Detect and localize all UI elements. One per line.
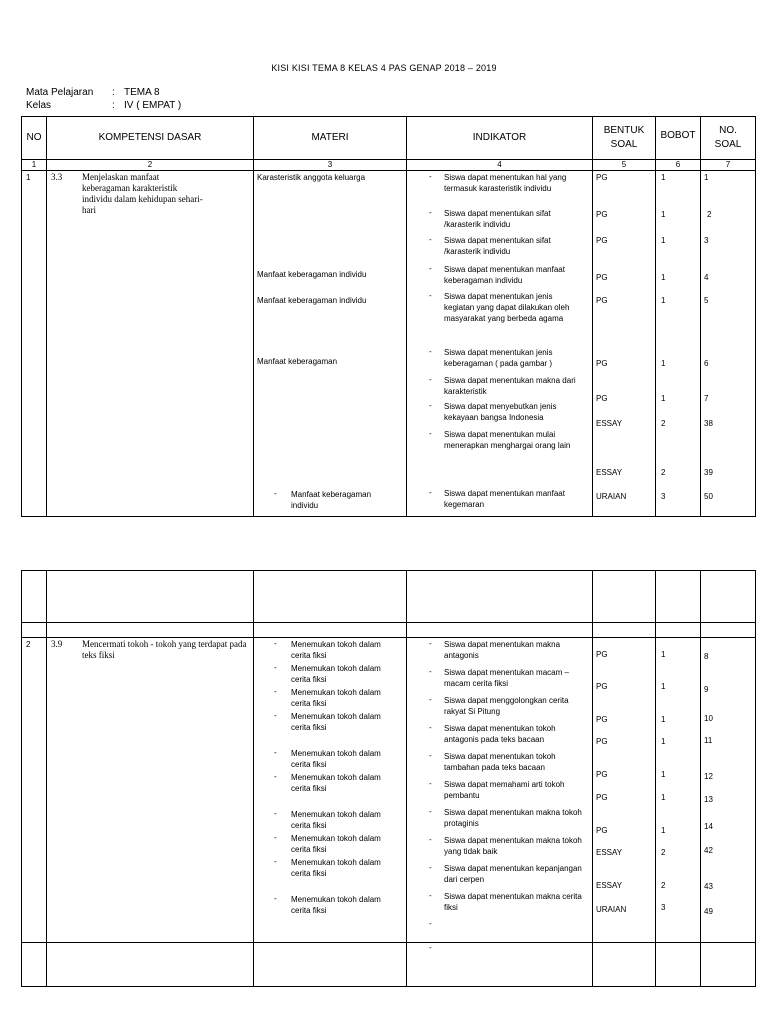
no-soal-value: 11 (704, 736, 713, 745)
bobot-value: 1 (661, 650, 666, 659)
column-number: 5 (593, 160, 656, 171)
indikator-bullet: - (429, 695, 432, 704)
no-soal-value: 9 (704, 685, 709, 694)
bentuk-soal: PG (596, 210, 608, 219)
class-label: Kelas (26, 100, 52, 111)
empty-cell (22, 943, 47, 987)
kd-code: 3.3 (51, 172, 63, 182)
no-soal-value: 7 (704, 394, 709, 403)
materi-bullet: - (274, 772, 277, 781)
bobot-value: 1 (661, 715, 666, 724)
materi-bullet: - (274, 663, 277, 672)
indikator-item: Siswa dapat menentukan sifat /karasterik individu (444, 236, 551, 256)
indikator-item: Siswa dapat menyebutkan jenis kekayaan bangsa Indonesia (444, 402, 557, 422)
bobot-value: 2 (661, 848, 666, 857)
indikator-bullet: - (429, 891, 432, 900)
header-bentuk-soal: BENTUK SOAL (593, 117, 656, 160)
indikator-bullet: - (429, 639, 432, 648)
class-colon: : (112, 100, 115, 111)
no-soal-value: 2 (707, 210, 712, 219)
header-indikator: INDIKATOR (407, 117, 593, 160)
bentuk-soal: PG (596, 737, 608, 746)
subject-colon: : (112, 87, 115, 98)
materi-item: Menemukan tokoh dalam cerita fiksi (291, 834, 381, 854)
indikator-bullet: - (429, 208, 432, 217)
indikator-item: Siswa dapat menentukan hal yang termasuk karasteristik individu (444, 173, 567, 193)
bentuk-soal: PG (596, 359, 608, 368)
subject-value: TEMA 8 (124, 87, 160, 98)
no-soal-value: 3 (704, 236, 709, 245)
bentuk-soal: PG (596, 682, 608, 691)
indikator-bullet: - (429, 751, 432, 760)
empty-header-cell (656, 571, 701, 623)
indikator-item: Siswa dapat menentukan kepanjangan dari cerpen (444, 864, 582, 884)
indikator-bullet: - (429, 375, 432, 384)
bentuk-soal: PG (596, 273, 608, 282)
indikator-bullet: - (429, 347, 432, 356)
materi-item: Manfaat keberagaman individu (257, 296, 367, 305)
no-soal-value: 12 (704, 772, 713, 781)
kd-text: Menjelaskan manfaat keberagaman karakteristik individu dalam kehidupan sehari- hari (82, 172, 203, 215)
subject-label: Mata Pelajaran (26, 87, 94, 98)
bentuk-soal: PG (596, 793, 608, 802)
no-soal-value: 8 (704, 652, 709, 661)
indikator-bullet: - (429, 264, 432, 273)
materi-bullet: - (274, 748, 277, 757)
no-soal-value: 6 (704, 359, 709, 368)
materi-bullet: - (274, 833, 277, 842)
column-number: 1 (22, 160, 47, 171)
class-value: IV ( EMPAT ) (124, 100, 182, 111)
indikator-item: Siswa dapat menggolongkan cerita rakyat Si Pitung (444, 696, 569, 716)
indikator-bullet: - (429, 779, 432, 788)
bentuk-soal: PG (596, 236, 608, 245)
empty-header-cell (22, 571, 47, 623)
bobot-value: 1 (661, 173, 666, 182)
indikator-item: Siswa dapat menentukan mulai menerapkan menghargai orang lain (444, 430, 571, 450)
materi-bullet: - (274, 489, 277, 498)
materi-item: Manfaat keberagaman individu (257, 270, 367, 279)
bobot-value: 1 (661, 273, 666, 282)
no-soal-value: 49 (704, 907, 713, 916)
no-soal-value: 10 (704, 714, 713, 723)
kd-text: Mencermati tokoh - tokoh yang terdapat pada teks fiksi (82, 639, 247, 660)
materi-bullet: - (274, 857, 277, 866)
materi-bullet: - (274, 639, 277, 648)
kisi-table-1 (21, 116, 756, 517)
empty-cell (701, 943, 756, 987)
bobot-value: 1 (661, 296, 666, 305)
bentuk-soal: URAIAN (596, 492, 627, 501)
indikator-item: Siswa dapat menentukan makna tokoh yang tidak baik (444, 836, 582, 856)
no-soal-value: 13 (704, 795, 713, 804)
column-number: 2 (47, 160, 254, 171)
empty-cell (254, 943, 407, 987)
empty-cell (47, 623, 254, 638)
bobot-value: 2 (661, 881, 666, 890)
header-no: NO (22, 117, 47, 160)
column-number: 4 (407, 160, 593, 171)
materi-bullet: - (274, 687, 277, 696)
empty-header-cell (47, 571, 254, 623)
indikator-item: Siswa dapat memahami arti tokoh pembantu (444, 780, 565, 800)
no-soal-value: 50 (704, 492, 713, 501)
bobot-value: 1 (661, 359, 666, 368)
bentuk-soal: PG (596, 770, 608, 779)
indikator-item: Siswa dapat menentukan jenis kegiatan yang dapat dilakukan oleh masyarakat yang berbeda agama (444, 292, 570, 323)
materi-item: Manfaat keberagaman individu (291, 490, 372, 510)
indikator-item: Siswa dapat menentukan manfaat kegemaran (444, 489, 565, 509)
empty-header-cell (407, 571, 593, 623)
indikator-bullet: - (429, 807, 432, 816)
indikator-item: Siswa dapat menentukan manfaat keberagaman individu (444, 265, 565, 285)
indikator-bullet: - (429, 723, 432, 732)
empty-header-cell (701, 571, 756, 623)
header-kompetensi-dasar: KOMPETENSI DASAR (47, 117, 254, 160)
empty-cell (254, 623, 407, 638)
indikator-bullet: - (429, 235, 432, 244)
materi-item: Manfaat keberagaman (257, 357, 338, 366)
materi-item: Menemukan tokoh dalam cerita fiksi (291, 640, 381, 660)
row-number: 2 (26, 640, 31, 649)
indikator-bullet: - (429, 835, 432, 844)
bentuk-soal: ESSAY (596, 848, 623, 857)
no-soal-value: 14 (704, 822, 713, 831)
bobot-value: 1 (661, 793, 666, 802)
kisi-table-2 (21, 570, 756, 987)
empty-cell (701, 623, 756, 638)
no-soal-value: 42 (704, 846, 713, 855)
indikator-item: Siswa dapat menentukan makna tokoh protaginis (444, 808, 582, 828)
empty-header-cell (254, 571, 407, 623)
bobot-value: 3 (661, 492, 666, 501)
indikator-bullet: - (429, 401, 432, 410)
bentuk-soal: ESSAY (596, 881, 623, 890)
bobot-value: 1 (661, 770, 666, 779)
no-soal-value: 1 (704, 173, 709, 182)
materi-item: Karasteristik anggota keluarga (257, 173, 366, 182)
indikator-bullet: - (429, 863, 432, 872)
empty-cell (47, 943, 254, 987)
no-soal-value: 5 (704, 296, 709, 305)
column-number: 6 (656, 160, 701, 171)
empty-header-cell (593, 571, 656, 623)
indikator-bullet: - (429, 291, 432, 300)
indikator-item: Siswa dapat menentukan tokoh tambahan pada teks bacaan (444, 752, 556, 772)
materi-item: Menemukan tokoh dalam cerita fiksi (291, 688, 381, 708)
bobot-value: 1 (661, 737, 666, 746)
empty-cell (593, 623, 656, 638)
bentuk-soal: PG (596, 394, 608, 403)
bentuk-soal: URAIAN (596, 905, 627, 914)
materi-item: Menemukan tokoh dalam cerita fiksi (291, 664, 381, 684)
empty-cell (656, 623, 701, 638)
bobot-value: 1 (661, 394, 666, 403)
empty-cell (656, 943, 701, 987)
no-soal-value: 39 (704, 468, 713, 477)
empty-cell (407, 623, 593, 638)
bobot-value: 1 (661, 826, 666, 835)
header-bobot: BOBOT (656, 117, 701, 160)
empty-cell (22, 623, 47, 638)
bobot-value: 3 (661, 903, 666, 912)
bobot-value: 2 (661, 468, 666, 477)
bobot-value: 1 (661, 210, 666, 219)
indikator-item: Siswa dapat menentukan makna dari karakteristik (444, 376, 576, 396)
materi-item: Menemukan tokoh dalam cerita fiksi (291, 810, 381, 830)
materi-bullet: - (274, 711, 277, 720)
bentuk-soal: PG (596, 296, 608, 305)
indikator-item: Siswa dapat menentukan jenis keberagaman ( pada gambar ) (444, 348, 553, 368)
bentuk-soal: PG (596, 826, 608, 835)
row-number: 1 (26, 173, 31, 182)
no-soal-value: 38 (704, 419, 713, 428)
indikator-bullet: - (429, 919, 432, 928)
indikator-item: Siswa dapat menentukan sifat /karasterik individu (444, 209, 551, 229)
bentuk-soal: PG (596, 715, 608, 724)
materi-item: Menemukan tokoh dalam cerita fiksi (291, 858, 381, 878)
indikator-item: Siswa dapat menentukan makna antagonis (444, 640, 561, 660)
indikator-bullet: - (429, 667, 432, 676)
materi-bullet: - (274, 809, 277, 818)
header-no-soal: NO. SOAL (701, 117, 756, 160)
column-number: 7 (701, 160, 756, 171)
indikator-bullet: - (429, 429, 432, 438)
bentuk-soal: PG (596, 173, 608, 182)
no-soal-value: 43 (704, 882, 713, 891)
materi-item: Menemukan tokoh dalam cerita fiksi (291, 712, 381, 732)
indikator-item: Siswa dapat menentukan makna cerita fiksi (444, 892, 582, 912)
indikator-item: Siswa dapat menentukan tokoh antagonis pada teks bacaan (444, 724, 556, 744)
document-title: KISI KISI TEMA 8 KELAS 4 PAS GENAP 2018 – 2019 (271, 63, 497, 73)
bentuk-soal: ESSAY (596, 468, 623, 477)
indikator-bullet: - (429, 172, 432, 181)
bobot-value: 2 (661, 419, 666, 428)
materi-item: Menemukan tokoh dalam cerita fiksi (291, 749, 381, 769)
indikator-bullet: - (429, 488, 432, 497)
bentuk-soal: ESSAY (596, 419, 623, 428)
materi-item: Menemukan tokoh dalam cerita fiksi (291, 895, 381, 915)
no-soal-value: 4 (704, 273, 709, 282)
materi-item: Menemukan tokoh dalam cerita fiksi (291, 773, 381, 793)
kd-code: 3.9 (51, 639, 63, 649)
indikator-item: Siswa dapat menentukan macam – macam cerita fiksi (444, 668, 569, 688)
bobot-value: 1 (661, 682, 666, 691)
bentuk-soal: PG (596, 650, 608, 659)
bobot-value: 1 (661, 236, 666, 245)
indikator-bullet: - (429, 943, 432, 952)
header-materi: MATERI (254, 117, 407, 160)
empty-cell (593, 943, 656, 987)
column-number: 3 (254, 160, 407, 171)
materi-bullet: - (274, 894, 277, 903)
